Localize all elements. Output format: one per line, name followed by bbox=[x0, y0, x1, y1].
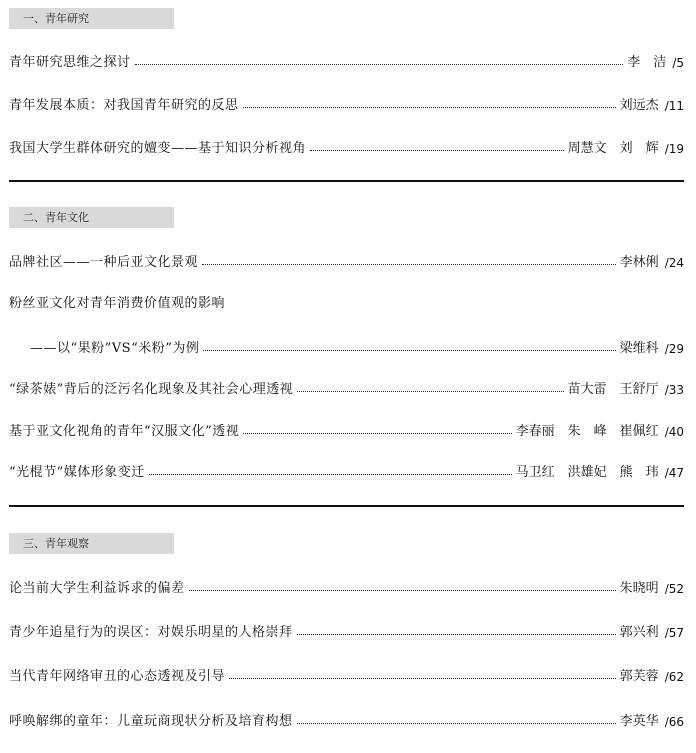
dot-leader bbox=[203, 350, 615, 351]
entry-title-line[interactable]: 粉丝亚文化对青年消费价值观的影响 bbox=[9, 296, 226, 311]
toc-entry[interactable] bbox=[9, 139, 684, 159]
dot-leader bbox=[297, 723, 616, 724]
dot-leader bbox=[149, 474, 512, 475]
toc-entry[interactable] bbox=[9, 53, 684, 73]
entry-author: 梁维科 bbox=[619, 341, 659, 356]
dot-leader bbox=[297, 634, 616, 635]
section-heading: 一、青年研究 bbox=[9, 8, 174, 29]
entry-title: 青年研究思维之探讨 bbox=[9, 55, 131, 70]
entry-page: /52 bbox=[664, 582, 684, 596]
section-heading: 三、青年观察 bbox=[9, 533, 174, 554]
entry-author: 马卫红 洪雄妃 熊 玮 bbox=[515, 465, 659, 480]
toc-entry[interactable] bbox=[9, 422, 684, 442]
entry-author: 周慧文 刘 辉 bbox=[567, 141, 659, 156]
entry-page: /11 bbox=[664, 99, 684, 113]
entry-author: 李 洁 bbox=[627, 55, 667, 70]
toc-entry[interactable] bbox=[9, 96, 684, 116]
entry-subtitle: ——以“果粉”VS“米粉”为例 bbox=[30, 341, 200, 356]
entry-author: 朱晓明 bbox=[619, 581, 659, 596]
entry-title: 论当前大学生利益诉求的偏差 bbox=[9, 581, 185, 596]
dot-leader bbox=[135, 64, 624, 65]
toc-entry[interactable] bbox=[30, 339, 684, 359]
entry-page: /5 bbox=[672, 56, 684, 70]
dot-leader bbox=[229, 678, 616, 679]
entry-author: 郭芙蓉 bbox=[619, 669, 659, 684]
entry-title: 青年发展本质：对我国青年研究的反思 bbox=[9, 98, 239, 113]
entry-author: 郭兴利 bbox=[619, 625, 659, 640]
entry-page: /66 bbox=[664, 715, 684, 729]
entry-page: /40 bbox=[664, 425, 684, 439]
entry-title: 呼唤解绑的童年：儿童玩商现状分析及培育构想 bbox=[9, 714, 293, 729]
entry-page: /62 bbox=[664, 670, 684, 684]
section-heading: 二、青年文化 bbox=[9, 207, 174, 228]
entry-author: 刘远杰 bbox=[619, 98, 659, 113]
dot-leader bbox=[297, 391, 563, 392]
dot-leader bbox=[243, 107, 616, 108]
entry-title: 基于亚文化视角的青年“汉服文化”透视 bbox=[9, 424, 240, 439]
entry-title: 品牌社区——一种后亚文化景观 bbox=[9, 255, 199, 270]
dot-leader bbox=[243, 433, 511, 434]
entry-title: “光棍节”媒体形象变迁 bbox=[9, 465, 145, 480]
entry-author: 李英华 bbox=[619, 714, 659, 729]
entry-page: /24 bbox=[664, 256, 684, 270]
entry-page: /29 bbox=[664, 342, 684, 356]
entry-page: /19 bbox=[664, 142, 684, 156]
section-divider bbox=[9, 180, 684, 182]
entry-title: 我国大学生群体研究的嬗变——基于知识分析视角 bbox=[9, 141, 307, 156]
entry-page: /33 bbox=[664, 383, 684, 397]
entry-author: 李林俐 bbox=[619, 255, 659, 270]
toc-entry[interactable] bbox=[9, 463, 684, 483]
toc-entry[interactable] bbox=[9, 712, 684, 732]
entry-author: 李春丽 朱 峰 崔佩红 bbox=[515, 424, 659, 439]
dot-leader bbox=[202, 264, 616, 265]
entry-title: 青少年追星行为的误区：对娱乐明星的人格崇拜 bbox=[9, 625, 293, 640]
dot-leader bbox=[310, 150, 564, 151]
section-divider bbox=[9, 505, 684, 507]
toc-entry[interactable] bbox=[9, 380, 684, 400]
toc-entry[interactable] bbox=[9, 623, 684, 643]
entry-page: /47 bbox=[664, 466, 684, 480]
entry-page: /57 bbox=[664, 626, 684, 640]
toc-entry[interactable] bbox=[9, 667, 684, 687]
toc-entry[interactable] bbox=[9, 579, 684, 599]
dot-leader bbox=[189, 590, 616, 591]
toc-entry[interactable] bbox=[9, 253, 684, 273]
entry-title: 当代青年网络审丑的心态透视及引导 bbox=[9, 669, 226, 684]
entry-author: 苗大雷 王舒厅 bbox=[567, 382, 659, 397]
entry-title: “绿茶婊”背后的泛污名化现象及其社会心理透视 bbox=[9, 382, 294, 397]
